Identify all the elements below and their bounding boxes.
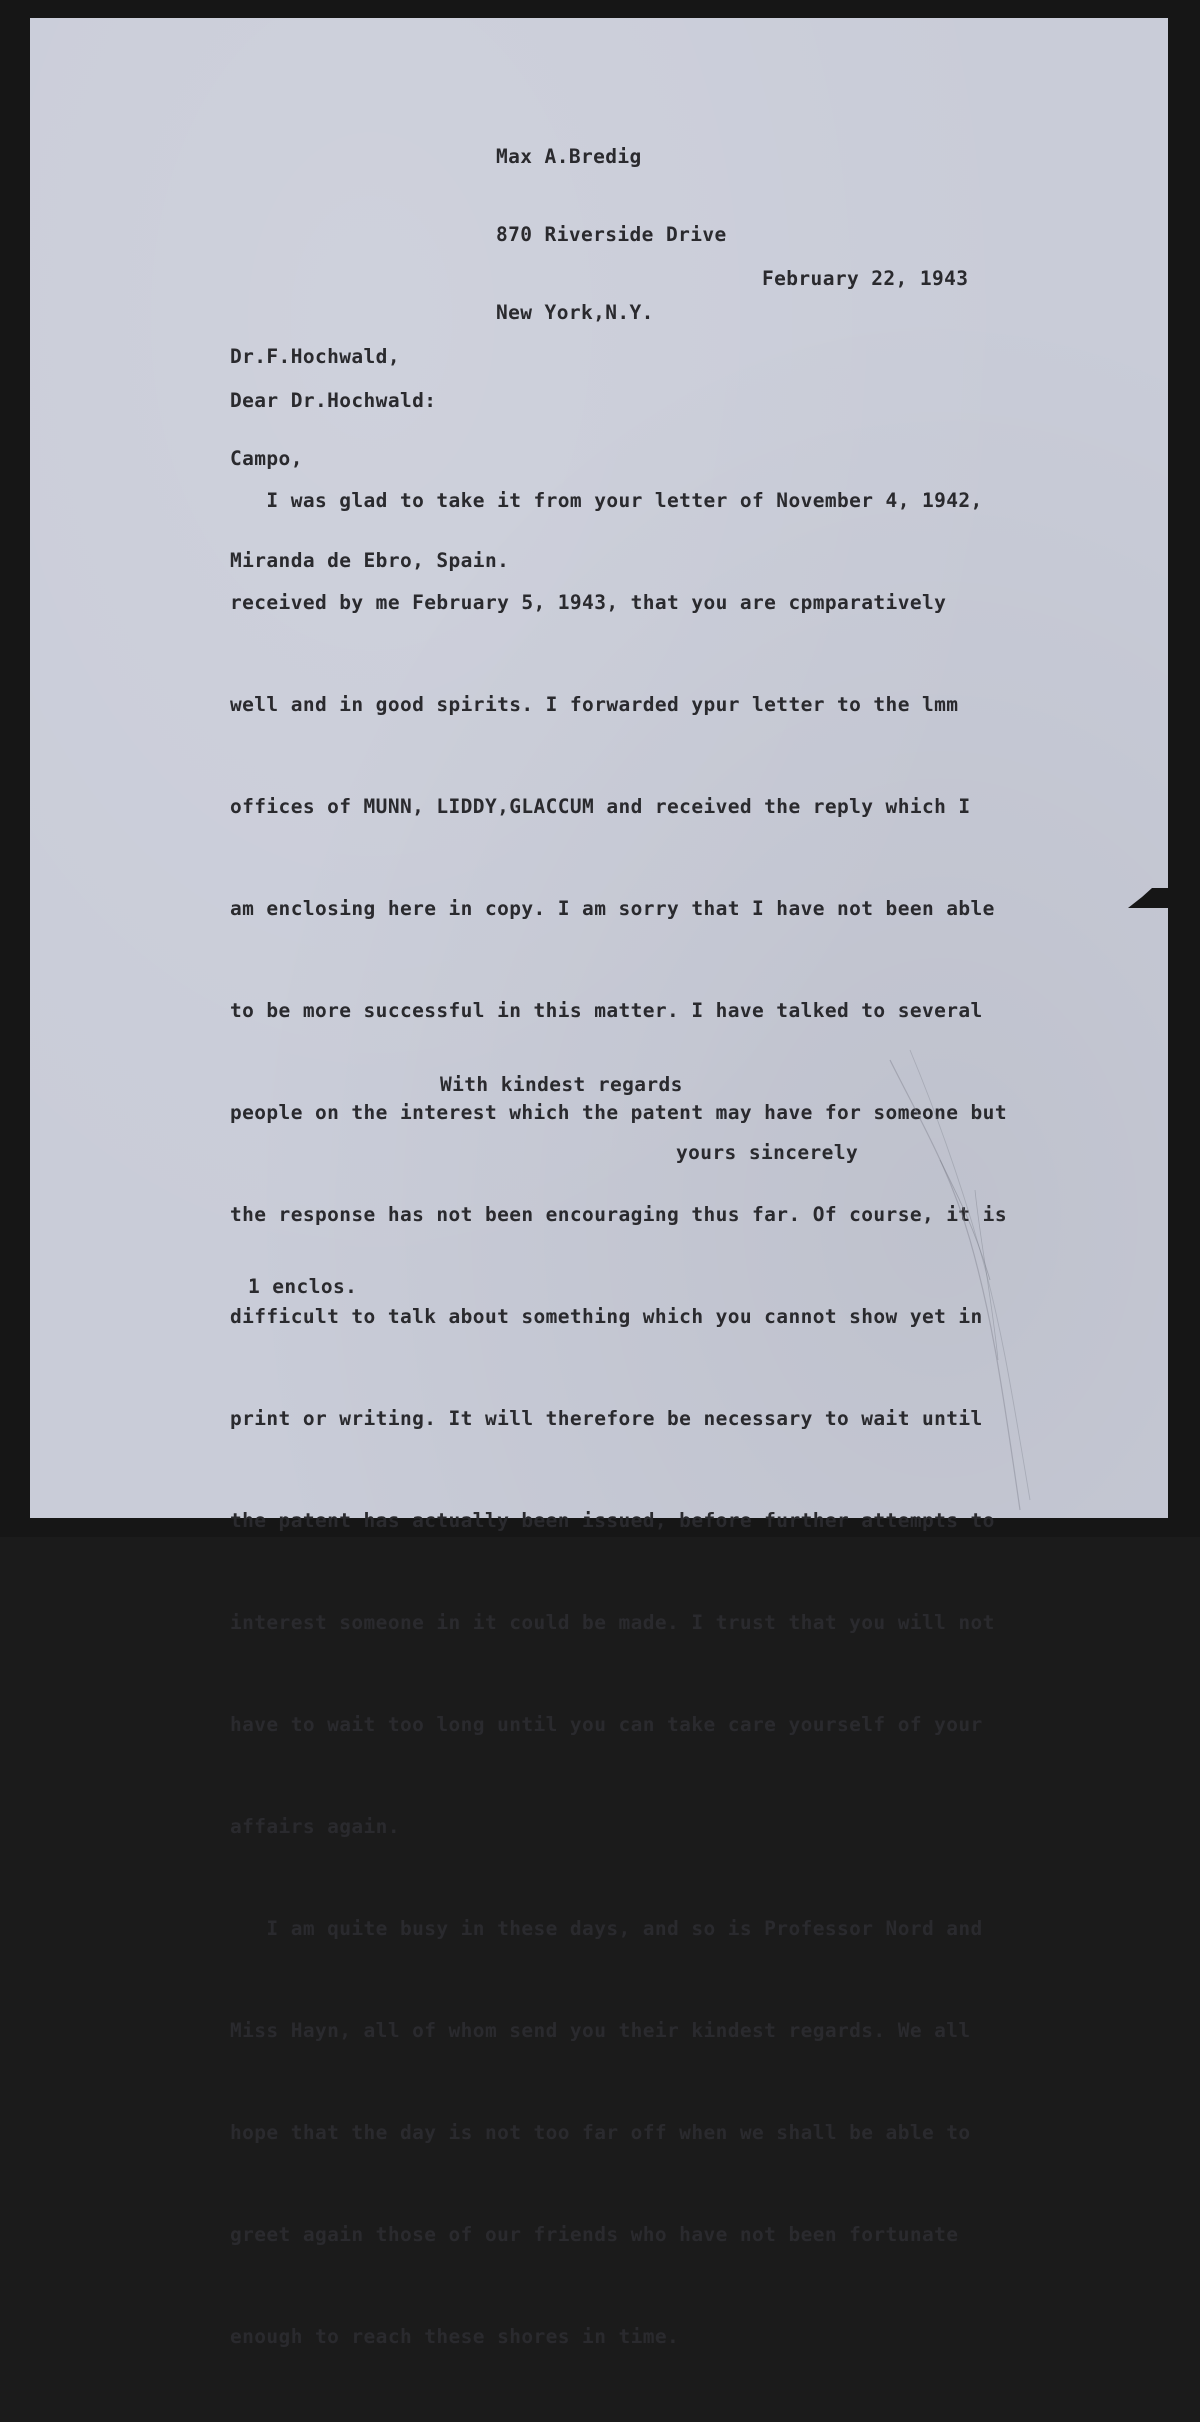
body-line: people on the interest which the patent may have for someone but — [230, 1101, 1007, 1124]
recipient-name: Dr.F.Hochwald, — [230, 345, 400, 368]
sender-street: 870 Riverside Drive — [496, 223, 727, 246]
body-line: I am quite busy in these days, and so is Professor Nord and — [230, 1917, 983, 1940]
sender-city: New York,N.Y. — [496, 301, 654, 324]
body-line: enough to reach these shores in time. — [230, 2325, 680, 2348]
sender-address — [496, 92, 727, 378]
signoff-line: yours sincerely — [676, 1141, 859, 1164]
salutation: Dear Dr.Hochwald: — [230, 389, 437, 412]
body-line: the patent has actually been issued, before further attempts to — [230, 1509, 995, 1532]
body-line: to be more successful in this matter. I have talked to several — [230, 999, 983, 1022]
body-line: difficult to talk about something which you cannot show yet in — [230, 1305, 983, 1328]
body-line: have to wait too long until you can take care yourself of your — [230, 1713, 983, 1736]
paper-crease-marks — [880, 1040, 1040, 1520]
body-line: well and in good spirits. I forwarded ypur letter to the lmm — [230, 693, 959, 716]
recipient-city: Miranda de Ebro, Spain. — [230, 549, 510, 572]
closing-line: With kindest regards — [440, 1073, 683, 1096]
body-line: received by me February 5, 1943, that you are cpmparatively — [230, 591, 947, 614]
body-line: am enclosing here in copy. I am sorry that I have not been able — [230, 897, 995, 920]
body-line: affairs again. — [230, 1815, 400, 1838]
body-line: hope that the day is not too far off when we shall be able to — [230, 2121, 971, 2144]
enclosure-note: 1 enclos. — [248, 1275, 358, 1298]
paper-tear — [1128, 888, 1168, 908]
body-line: interest someone in it could be made. I trust that you will not — [230, 1611, 995, 1634]
body-line: the response has not been encouraging thus far. Of course, it is — [230, 1203, 1007, 1226]
body-line: I was glad to take it from your letter of November 4, 1942, — [230, 489, 983, 512]
sender-name: Max A.Bredig — [496, 145, 642, 168]
body-line: greet again those of our friends who have not been fortunate — [230, 2223, 959, 2246]
body-line: offices of MUNN, LIDDY,GLACCUM and received the reply which I — [230, 795, 971, 818]
body-line: print or writing. It will therefore be necessary to wait until — [230, 1407, 983, 1430]
recipient-place: Campo, — [230, 447, 303, 470]
body-line: Miss Hayn, all of whom send you their kindest regards. We all — [230, 2019, 971, 2042]
letter-date: February 22, 1943 — [762, 267, 969, 290]
